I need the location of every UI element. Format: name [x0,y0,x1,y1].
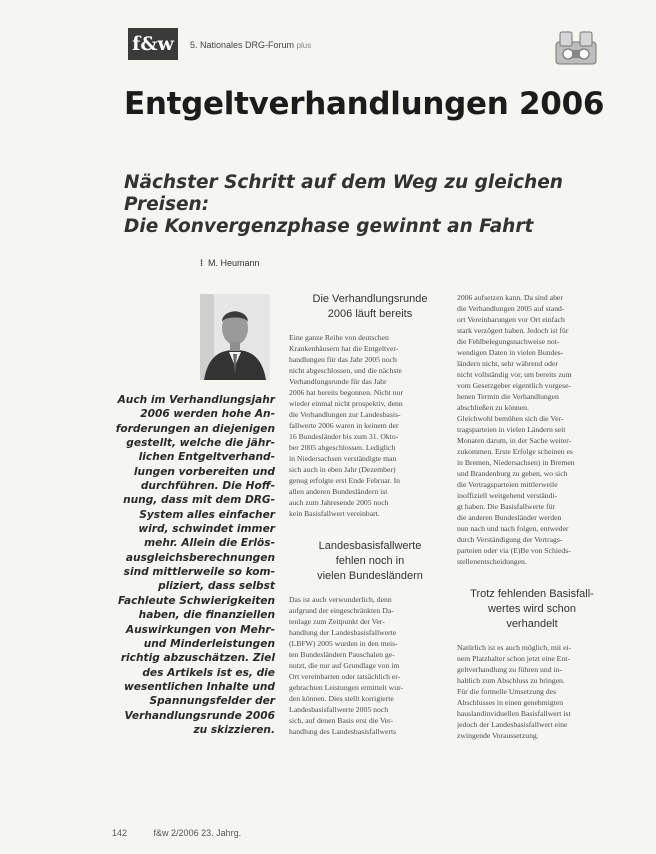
text-line: die anderen Bundesländer werden [457,513,562,522]
subtitle-line: Nächster Schritt auf dem Weg zu gleichen Preisen: [124,172,563,215]
text-line: kein Basisfallwert vereinbart. [289,509,380,518]
text-line: durch Verständigung der Vertrags- [457,535,563,544]
series-name: 5. Nationales DRG-Forum [190,40,295,50]
teaser-line: sind mittlerweile so kom- [123,566,275,579]
teaser-line: pliziert, dass selbst [158,580,275,593]
text-line: zwingende Voraussetzung. [457,731,539,740]
text-line: hauslandinviduellen Basisfallwert ist [457,709,571,718]
text-line: handlungen für das Jahr 2005 noch [289,355,397,364]
text-line: stark verzögert haben. Jedoch ist für [457,326,569,335]
forum-emblem-icon [554,28,598,68]
text-line: die Vertragsparteien mittlerweile [457,480,558,489]
series-label [190,40,311,50]
text-line: ort Vereinbarungen vor Ort einfach [457,315,565,324]
text-line: den können. Dies stellt korrigierte [289,694,394,703]
text-line: auch zum Jahresende 2005 noch [289,498,389,507]
text-line: 16 Bundesländer bis zum 31. Okto- [289,432,399,441]
body-paragraph [289,594,451,737]
body-paragraph [457,642,607,741]
body-column-1 [289,292,451,737]
heading-line: vielen Bundesländern [317,570,423,582]
text-line: haltlich zum Abschluss zu bringen. [457,676,565,685]
heading-line: wertes wird schon [487,603,577,615]
text-line: aufgrund der eingeschränkten Da- [289,606,394,615]
teaser-line: Verhandlungsrunde 2006 [124,709,275,722]
teaser-line: des Artikels ist es, die [142,666,275,679]
text-line: Eine ganze Reihe von deutschen [289,333,389,342]
teaser-line: und Minderleistungen [143,637,275,650]
page-number: 142 [112,828,128,838]
teaser-line: forderungen an diejenigen [115,422,275,435]
text-line: inoffiziell weitgehend verständi- [457,491,558,500]
text-line: nun nach und nach folgen, entweder [457,524,569,533]
text-line: in Bremen, Niedersachsen) in Bremen [457,458,575,467]
subtitle-line: Die Konvergenzphase gewinnt an Fahrt [124,216,534,237]
heading-line: fehlen noch in [335,555,405,567]
text-line: abschließen zu können. [457,403,529,412]
text-line: ten Bundesländern Pauschalen ge- [289,650,395,659]
text-line: sich auch in eben Jahr (Dezember) [289,465,396,474]
section-heading [457,587,607,632]
text-line: geltverhandlung zu führen und in- [457,665,563,674]
text-line: genug erfolgte erst Ende Februar. In [289,476,401,485]
text-line: 2006 hat bereits begonnen. Nicht nur [289,388,404,397]
text-line: Krankenhäusern hat die Entgeltver- [289,344,399,353]
text-line: in Niedersachsen verständigte man [289,454,397,463]
text-line: stellenentscheidungen. [457,557,527,566]
teaser-line: wird, schwindet immer [138,523,275,536]
teaser-line: wesentlichen Inhalte und [124,680,275,693]
text-line: 2006 aufsetzen kann. Da sind aber [457,293,563,302]
text-line: Monaten darum, in der Sache weiter- [457,436,572,445]
body-paragraph [457,292,607,567]
heading-line: 2006 läuft bereits [327,308,413,320]
text-line: wieder einmal nicht prospektiv, denn [289,399,403,408]
text-line: jedoch der Landesbasisfallwert eine [457,720,568,729]
text-line: zukommen. Erste Erfolge scheinen es [457,447,573,456]
text-line: wendigen Daten in vielen Bundes- [457,348,564,357]
text-line: Das ist auch verwunderlich, denn [289,595,392,604]
text-line: (LBFW) 2005 wurden in den meis- [289,639,398,648]
text-line: und Brandenburg zu geben, wo sich [457,469,568,478]
author-byline [200,258,260,268]
teaser-line: haben, die finanziellen [138,609,275,622]
text-line: nutzt, die nur auf Grundlage von im [289,661,400,670]
text-line: die Verhandlungen zur Landesbasis- [289,410,401,419]
page-footer [112,828,241,838]
body-column-2 [457,292,607,741]
teaser-line: nung, dass mit dem DRG- [123,494,275,507]
text-line: Landesbasisfallwerte 2005 noch [289,705,389,714]
text-line: fallwerte 2006 waren in keinem der [289,421,399,430]
series-suffix: plus [296,41,312,50]
teaser-line: Auch im Verhandlungsjahr [117,394,275,406]
text-line: tenlage zum Zeitpunkt der Ver- [289,617,385,626]
article-title: Entgeltverhandlungen 2006 [124,86,605,122]
issue-label: f&w 2/2006 23. Jahrg. [153,828,242,838]
text-line: die Verhandlungen 2005 auf stand- [457,304,565,313]
teaser-line: Auswirkungen von Mehr- [125,623,275,636]
author-name: M. Heumann [208,258,260,268]
text-line: Für die formelle Umsetzung des [457,687,557,696]
text-line: Ort vereinbarten oder tatsächlich er- [289,672,401,681]
text-line: ländern nicht, sehr während oder [457,359,558,368]
text-line: handlung der Landesbasisfallwerte [289,628,397,637]
text-line: die Fehlbelegungsnachweise not- [457,337,560,346]
text-line: gebrachten Leistungen ermittelt wur- [289,683,404,692]
section-heading [289,292,451,322]
teaser-line: richtig abzuschätzen. Ziel [120,652,275,665]
text-line: nem Platzhalter schon jetzt eine Ent- [457,654,570,663]
byline-marker-icon: ⁞ [200,258,203,268]
article-subtitle [124,172,624,238]
teaser-line: Spannungsfelder der [149,695,275,708]
text-line: ber 2005 abgeschlossen. Lediglich [289,443,396,452]
text-line: Abschlusses in einen genehmigten [457,698,564,707]
text-line: Gleichwohl bemühen sich die Ver- [457,414,564,423]
text-line: parteien oder via (E)Be von Schieds- [457,546,571,555]
text-line: gt haben. Die Basisfallwerte für [457,502,555,511]
heading-line: Die Verhandlungsrunde [312,293,428,305]
text-line: sich, auf denen Basis erst die Ver- [289,716,394,725]
heading-line: Landesbasisfallwerte [318,540,422,552]
author-photo [200,294,270,380]
teaser-line: System alles einfacher [139,508,275,521]
text-line: allen anderen Bundesländern ist [289,487,388,496]
body-paragraph [289,332,451,519]
text-line: tragsparteien in vielen Ländern seit [457,425,566,434]
teaser-line: ausgleichsberechnungen [125,551,275,564]
teaser-line: durchführen. Die Hoff- [140,480,275,493]
text-line: henen Termin die Verhandlungen [457,392,559,401]
section-heading [289,539,451,584]
text-line: vom Gesetzgeber eigentlich vorgese- [457,381,572,390]
teaser-line: lichen Entgeltverhand- [138,451,275,464]
text-line: Verhandlungsrunde für das Jahr [289,377,387,386]
heading-line: Trotz fehlenden Basisfall- [470,588,594,600]
teaser-line: zu skizzieren. [193,723,275,736]
text-line: Natürlich ist es auch möglich, mit ei- [457,643,572,652]
heading-line: verhandelt [506,618,558,630]
teaser-line: Fachleute Schwierigkeiten [117,594,275,607]
article-teaser [112,393,275,737]
text-line: handlung des Landesbasisfallwerts [289,727,397,736]
teaser-line: 2006 werden hohe An- [140,408,275,421]
teaser-line: gestellt, welche die jähr- [126,437,275,450]
magazine-logo: f&w [128,28,178,60]
text-line: nicht vollständig vor, um bereits zum [457,370,572,379]
text-line: nicht abgeschlossen, und die nächste [289,366,402,375]
teaser-line: lungen vorbereiten und [133,465,275,478]
teaser-line: mehr. Allein die Erlös- [144,537,275,550]
